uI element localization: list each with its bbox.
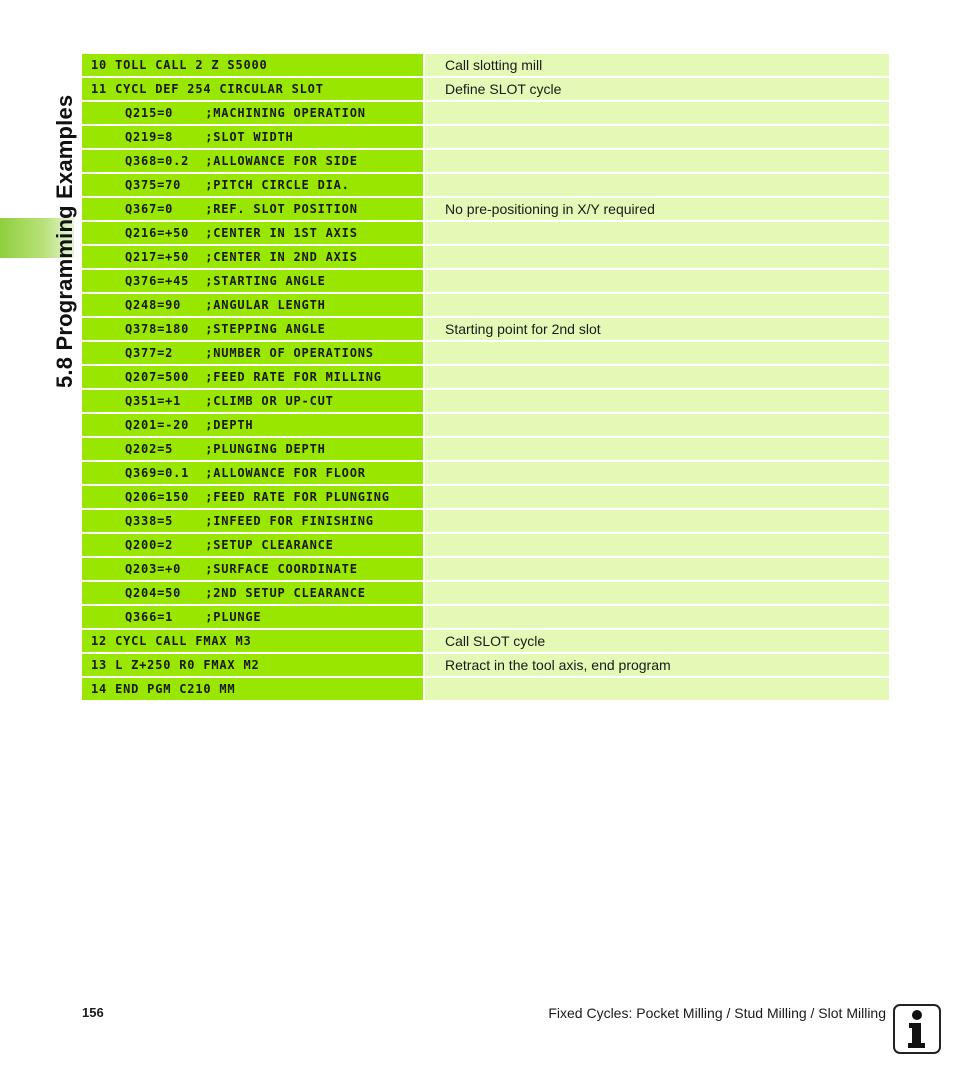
program-row [82, 150, 889, 172]
program-row [82, 126, 889, 148]
program-comment-cell [425, 510, 889, 532]
program-row [82, 534, 889, 556]
program-comment-cell: Call slotting mill [425, 54, 889, 76]
program-code-cell: Q376=+45 ;STARTING ANGLE [82, 270, 423, 292]
program-row [82, 54, 889, 76]
program-row [82, 270, 889, 292]
program-code-cell: 13 L Z+250 R0 FMAX M2 [82, 654, 423, 676]
program-row [82, 198, 889, 220]
program-comment-cell [425, 342, 889, 364]
program-code-cell: Q377=2 ;NUMBER OF OPERATIONS [82, 342, 423, 364]
program-row [82, 606, 889, 628]
program-comment-cell [425, 606, 889, 628]
program-row [82, 486, 889, 508]
program-code-cell: Q367=0 ;REF. SLOT POSITION [82, 198, 423, 220]
program-code-cell: 12 CYCL CALL FMAX M3 [82, 630, 423, 652]
program-row [82, 294, 889, 316]
program-comment-cell [425, 246, 889, 268]
program-row [82, 78, 889, 100]
program-row [82, 558, 889, 580]
program-comment-cell [425, 222, 889, 244]
program-code-cell: Q368=0.2 ;ALLOWANCE FOR SIDE [82, 150, 423, 172]
program-comment-cell: No pre-positioning in X/Y required [425, 198, 889, 220]
program-comment-cell [425, 126, 889, 148]
program-code-cell: Q215=0 ;MACHINING OPERATION [82, 102, 423, 124]
program-code-cell: Q338=5 ;INFEED FOR FINISHING [82, 510, 423, 532]
program-code-cell: Q206=150 ;FEED RATE FOR PLUNGING [82, 486, 423, 508]
chapter-title: 5.8 Programming Examples [52, 94, 77, 388]
program-row [82, 390, 889, 412]
program-code-cell: 11 CYCL DEF 254 CIRCULAR SLOT [82, 78, 423, 100]
program-code-cell: Q216=+50 ;CENTER IN 1ST AXIS [82, 222, 423, 244]
program-comment-cell: Starting point for 2nd slot [425, 318, 889, 340]
program-comment-cell: Call SLOT cycle [425, 630, 889, 652]
program-comment-cell [425, 486, 889, 508]
info-icon [893, 1004, 941, 1054]
program-comment-cell [425, 102, 889, 124]
program-code-cell: Q200=2 ;SETUP CLEARANCE [82, 534, 423, 556]
program-comment-cell [425, 438, 889, 460]
program-code-cell: Q217=+50 ;CENTER IN 2ND AXIS [82, 246, 423, 268]
program-code-cell: Q248=90 ;ANGULAR LENGTH [82, 294, 423, 316]
program-row [82, 654, 889, 676]
program-row [82, 102, 889, 124]
program-code-cell: Q203=+0 ;SURFACE COORDINATE [82, 558, 423, 580]
program-code-cell: Q204=50 ;2ND SETUP CLEARANCE [82, 582, 423, 604]
program-row [82, 318, 889, 340]
program-row [82, 342, 889, 364]
program-code-cell: Q202=5 ;PLUNGING DEPTH [82, 438, 423, 460]
program-comment-cell [425, 558, 889, 580]
program-comment-cell [425, 150, 889, 172]
program-code-cell: Q201=-20 ;DEPTH [82, 414, 423, 436]
program-row [82, 174, 889, 196]
program-comment-cell [425, 462, 889, 484]
program-code-cell: Q351=+1 ;CLIMB OR UP-CUT [82, 390, 423, 412]
program-row [82, 414, 889, 436]
program-code-cell: Q366=1 ;PLUNGE [82, 606, 423, 628]
program-comment-cell [425, 678, 889, 700]
program-comment-cell [425, 270, 889, 292]
program-row [82, 630, 889, 652]
program-row [82, 462, 889, 484]
program-comment-cell [425, 294, 889, 316]
program-row [82, 510, 889, 532]
program-comment-cell [425, 582, 889, 604]
program-code-cell: Q207=500 ;FEED RATE FOR MILLING [82, 366, 423, 388]
page-number: 156 [82, 1005, 104, 1020]
program-row [82, 582, 889, 604]
program-row [82, 678, 889, 700]
program-code-cell: Q219=8 ;SLOT WIDTH [82, 126, 423, 148]
program-comment-cell [425, 174, 889, 196]
program-comment-cell [425, 390, 889, 412]
program-listing [82, 54, 889, 702]
program-comment-cell [425, 414, 889, 436]
program-code-cell: Q375=70 ;PITCH CIRCLE DIA. [82, 174, 423, 196]
footer-title: Fixed Cycles: Pocket Milling / Stud Milling / Slot Milling [548, 1005, 886, 1021]
program-code-cell: 14 END PGM C210 MM [82, 678, 423, 700]
program-comment-cell: Retract in the tool axis, end program [425, 654, 889, 676]
program-row [82, 246, 889, 268]
program-comment-cell: Define SLOT cycle [425, 78, 889, 100]
program-comment-cell [425, 534, 889, 556]
program-code-cell: 10 TOLL CALL 2 Z S5000 [82, 54, 423, 76]
program-row [82, 438, 889, 460]
program-code-cell: Q378=180 ;STEPPING ANGLE [82, 318, 423, 340]
program-row [82, 366, 889, 388]
program-code-cell: Q369=0.1 ;ALLOWANCE FOR FLOOR [82, 462, 423, 484]
program-comment-cell [425, 366, 889, 388]
program-row [82, 222, 889, 244]
